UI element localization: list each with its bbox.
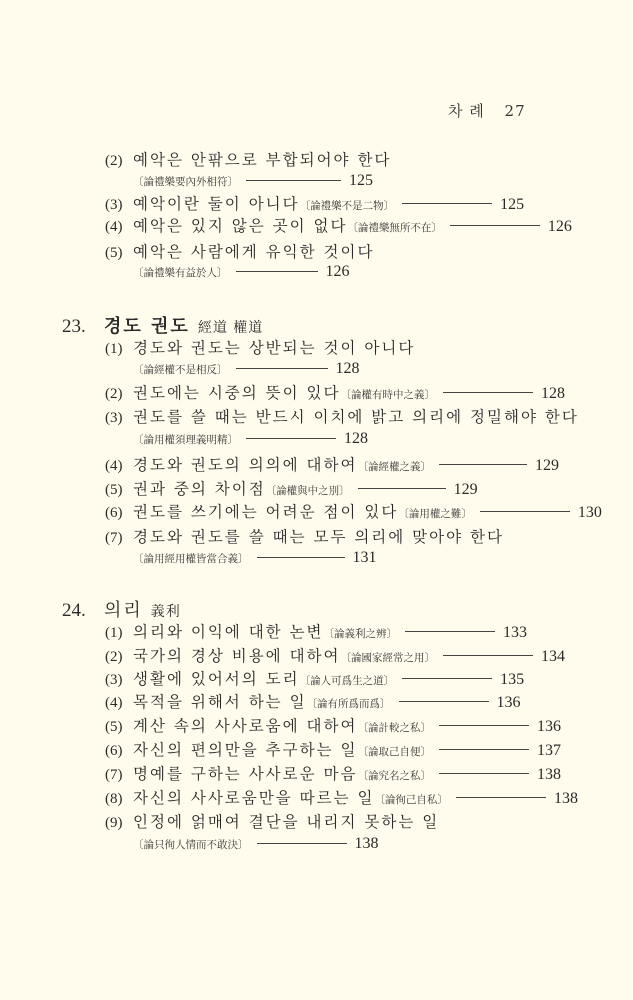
toc-entry	[105, 192, 524, 214]
dot-leader	[402, 678, 492, 679]
entry-hanja: 〔論權與中之別〕	[265, 485, 350, 497]
toc-entry	[105, 786, 578, 808]
entry-title: 자신의 사사로움만을 따르는 일	[133, 789, 375, 807]
entry-hanja: 〔論經權之義〕	[357, 461, 431, 473]
entry-hanja: 〔論用經用權皆當合義〕	[133, 553, 249, 565]
entry-page: 129	[534, 457, 559, 474]
entry-title: 권과 중의 차이점	[133, 480, 266, 498]
chapter-title: 의리	[104, 600, 143, 621]
entry-number: (5)	[105, 482, 123, 498]
entry-number: (7)	[105, 767, 123, 783]
entry-title: 예악은 사람에게 유익한 것이다	[133, 243, 375, 261]
toc-entry	[105, 525, 504, 547]
toc-entry	[105, 214, 572, 236]
toc-entry	[105, 405, 579, 427]
chapter-heading	[62, 596, 181, 622]
entry-page: 136	[496, 694, 521, 711]
entry-hanja: 〔論禮樂要內外相符〕	[133, 176, 238, 188]
entry-page: 128	[335, 360, 360, 377]
toc-entry	[105, 500, 602, 522]
toc-entry-continuation	[133, 549, 377, 567]
entry-title: 권도를 쓰기에는 어려운 점이 있다	[133, 503, 399, 521]
entry-number: (2)	[105, 649, 123, 665]
entry-title: 권도에는 시중의 뜻이 있다	[133, 384, 341, 402]
toc-entry	[105, 148, 391, 170]
dot-leader	[439, 464, 527, 465]
chapter-hanja: 經道 權道	[197, 320, 264, 336]
toc-entry	[105, 477, 478, 499]
entry-title: 인정에 얽매여 결단을 내리지 못하는 일	[133, 813, 440, 831]
dot-leader	[246, 180, 341, 181]
entry-hanja: 〔論禮樂無所不在〕	[347, 222, 442, 234]
toc-entry	[105, 738, 561, 760]
entry-page: 133	[503, 624, 528, 641]
entry-page: 138	[354, 835, 379, 852]
entry-number: (6)	[105, 505, 123, 521]
entry-page: 128	[541, 385, 565, 402]
entry-number: (6)	[105, 743, 123, 759]
dot-leader	[246, 438, 336, 439]
dot-leader	[236, 368, 328, 369]
entry-hanja: 〔論只徇人情而不敢決〕	[133, 839, 249, 851]
entry-page: 134	[541, 648, 565, 665]
entry-page: 138	[536, 766, 561, 783]
toc-entry	[105, 240, 374, 262]
entry-hanja: 〔論有所爲而爲〕	[306, 698, 391, 710]
toc-entry	[105, 714, 561, 736]
entry-page: 137	[536, 742, 561, 759]
dot-leader	[450, 225, 540, 226]
entry-title: 예악은 안팎으로 부합되어야 한다	[133, 151, 392, 169]
entry-hanja: 〔論計較之私〕	[357, 722, 431, 734]
entry-hanja: 〔論禮樂不是二物〕	[299, 200, 395, 212]
entry-title: 예악이란 둘이 아니다	[133, 195, 300, 213]
entry-hanja: 〔論義利之辨〕	[323, 628, 398, 640]
entry-page: 125	[500, 196, 525, 213]
toc-entry	[105, 381, 565, 403]
entry-number: (3)	[105, 672, 123, 688]
entry-title: 명예를 구하는 사사로운 마음	[133, 765, 358, 783]
entry-number: (1)	[105, 625, 123, 641]
toc-entry-continuation	[133, 360, 360, 378]
entry-title: 권도를 쓸 때는 반드시 이치에 밝고 의리에 정밀해야 한다	[133, 408, 579, 426]
dot-leader	[236, 271, 318, 272]
entry-title: 경도와 권도를 쓸 때는 모두 의리에 맞아야 한다	[133, 528, 504, 546]
toc-entry	[105, 762, 561, 784]
toc-entry-continuation	[133, 835, 379, 853]
entry-page: 126	[547, 218, 572, 235]
dot-leader	[257, 557, 345, 558]
toc-entry	[105, 620, 527, 642]
entry-page: 131	[352, 549, 377, 566]
chapter-number: 24.	[62, 600, 86, 621]
entry-title: 국가의 경상 비용에 대하여	[133, 647, 341, 665]
dot-leader	[443, 655, 533, 656]
toc-entry-continuation	[133, 172, 373, 190]
toc-entry	[105, 690, 521, 712]
toc-entry-continuation	[133, 263, 350, 281]
dot-leader	[439, 773, 529, 774]
entry-title: 생활에 있어서의 도리	[133, 670, 300, 688]
entry-page: 138	[553, 790, 578, 807]
entry-title: 계산 속의 사사로움에 대하여	[133, 717, 358, 735]
entry-number: (4)	[105, 695, 123, 711]
dot-leader	[405, 631, 495, 632]
entry-number: (8)	[105, 791, 123, 807]
toc-entry	[105, 336, 415, 358]
dot-leader	[480, 511, 570, 512]
chapter-hanja: 義利	[150, 604, 181, 620]
entry-hanja: 〔論禮樂有益於人〕	[133, 267, 228, 279]
entry-hanja: 〔論用權須理義明精〕	[133, 434, 238, 446]
entry-hanja: 〔論究名之私〕	[357, 770, 431, 782]
entry-number: (3)	[105, 410, 123, 426]
entry-number: (9)	[105, 815, 123, 831]
toc-entry	[105, 667, 524, 689]
running-head	[448, 100, 526, 121]
entry-page: 130	[577, 504, 602, 521]
chapter-heading	[62, 312, 263, 338]
entry-hanja: 〔論經權不是相反〕	[133, 364, 228, 376]
entry-number: (2)	[105, 386, 123, 402]
dot-leader	[439, 725, 529, 726]
entry-page: 136	[536, 718, 561, 735]
entry-number: (5)	[105, 245, 123, 261]
running-head-section: 차 례	[448, 102, 485, 120]
entry-title: 목적을 위해서 하는 일	[133, 693, 307, 711]
dot-leader	[402, 203, 492, 204]
dot-leader	[257, 843, 347, 844]
entry-hanja: 〔論用權之難〕	[398, 508, 472, 520]
entry-number: (2)	[105, 153, 123, 169]
dot-leader	[439, 749, 529, 750]
entry-number: (4)	[105, 458, 123, 474]
entry-title: 의리와 이익에 대한 논변	[133, 623, 324, 641]
toc-entry-continuation	[133, 430, 368, 448]
dot-leader	[443, 392, 533, 393]
entry-page: 126	[325, 263, 350, 280]
entry-hanja: 〔論人可爲生之道〕	[299, 675, 395, 687]
entry-number: (4)	[105, 219, 123, 235]
entry-title: 경도와 권도는 상반되는 것이 아니다	[133, 339, 416, 357]
toc-entry	[105, 453, 559, 475]
toc-entry	[105, 810, 439, 832]
dot-leader	[456, 797, 546, 798]
entry-hanja: 〔論國家經常之用〕	[340, 652, 435, 664]
entry-page: 135	[500, 671, 525, 688]
entry-hanja: 〔論權有時中之義〕	[340, 389, 435, 401]
running-head-page-number: 27	[504, 102, 526, 120]
entry-title: 자신의 편의만을 추구하는 일	[133, 741, 358, 759]
entry-page: 125	[349, 172, 373, 189]
entry-number: (5)	[105, 719, 123, 735]
entry-number: (3)	[105, 197, 123, 213]
entry-hanja: 〔論徇己自私〕	[374, 794, 448, 806]
dot-leader	[358, 488, 446, 489]
toc-entry	[105, 644, 565, 666]
entry-hanja: 〔論取己自便〕	[357, 746, 431, 758]
entry-title: 경도와 권도의 의의에 대하여	[133, 456, 358, 474]
entry-title: 예악은 있지 않은 곳이 없다	[133, 217, 348, 235]
entry-number: (1)	[105, 341, 123, 357]
entry-page: 128	[344, 430, 368, 447]
chapter-title: 경도 권도	[104, 316, 190, 337]
chapter-number: 23.	[62, 316, 86, 337]
dot-leader	[399, 701, 489, 702]
entry-number: (7)	[105, 530, 123, 546]
entry-page: 129	[453, 481, 478, 498]
